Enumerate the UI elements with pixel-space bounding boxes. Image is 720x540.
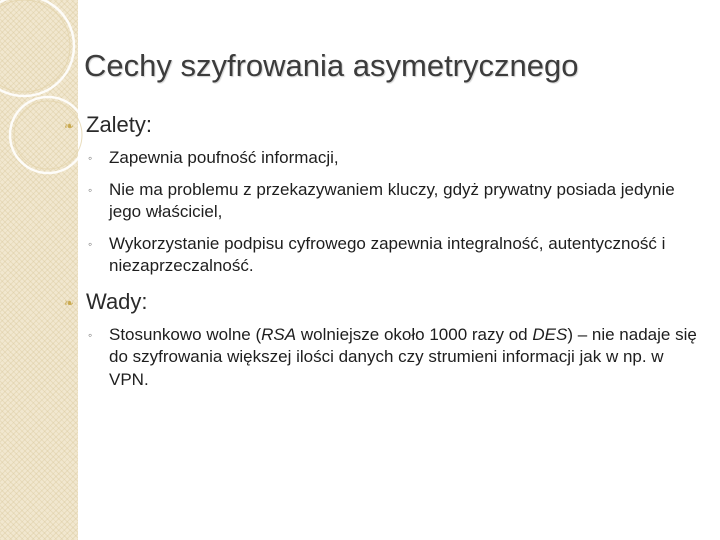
acronym-des: DES: [532, 324, 568, 344]
list-item: [64, 324, 704, 392]
section-disadvantages: [64, 289, 704, 392]
list-item: [64, 147, 704, 170]
slide-content: [64, 112, 704, 391]
list-item-text: Zapewnia poufność informacji,: [109, 148, 339, 167]
list-item-text: Nie ma problemu z przekazywaniem kluczy, gdyż prywatny posiada jedynie jego właściciel,: [109, 179, 675, 221]
slide-title: Cechy szyfrowania asymetrycznego: [84, 48, 579, 83]
advantages-list: [64, 147, 704, 278]
ring-bullet-icon: ◦: [88, 151, 93, 165]
section-advantages: [64, 112, 704, 278]
disadvantages-list: [64, 324, 704, 392]
list-item: [64, 179, 704, 224]
ring-bullet-icon: ◦: [88, 236, 93, 251]
heading-text: Zalety:: [86, 112, 153, 137]
text-part: wolniejsze około 1000 razy od: [296, 324, 533, 344]
leaf-bullet-icon: ❧: [64, 119, 75, 133]
section-heading-advantages: [64, 112, 704, 138]
list-item-text: Wykorzystanie podpisu cyfrowego zapewnia integralność, autentyczność i niezaprzeczalność.: [109, 233, 666, 275]
leaf-bullet-icon: ❧: [64, 295, 75, 310]
text-part: ) – nie nadaje się do szyfrowania większej ilości danych czy strumieni informacji jak w np. w VPN.: [109, 324, 697, 389]
heading-text: Wady:: [86, 288, 148, 314]
ring-bullet-icon: ◦: [88, 182, 93, 197]
section-heading-disadvantages: [64, 289, 704, 315]
list-item-text: [109, 325, 697, 389]
ring-bullet-icon: ◦: [88, 327, 93, 342]
text-part: Stosunkowo wolne (: [109, 324, 262, 344]
acronym-rsa: RSA: [261, 324, 297, 344]
list-item: [64, 233, 704, 278]
